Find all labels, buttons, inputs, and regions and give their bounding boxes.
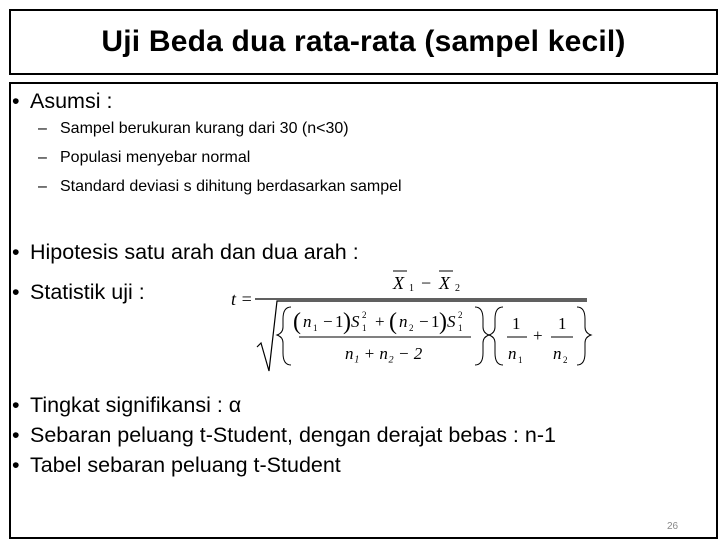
bullet-marker: •	[12, 453, 20, 477]
sub-item-text: Sampel berukuran kurang dari 30 (n<30)	[60, 120, 349, 137]
bullet-text: Sebaran peluang t-Student, dengan derajat bebas : n-1	[30, 423, 556, 447]
n1-subscript: 1	[313, 323, 318, 333]
sub-item	[38, 178, 402, 196]
x1-subscript: 1	[409, 283, 414, 294]
plus-1: +	[375, 312, 385, 331]
frac1-subscript: 1	[518, 355, 523, 365]
x2-subscript: 2	[455, 283, 460, 294]
minus-2: −	[419, 312, 429, 331]
bullet-hipotesis	[12, 240, 359, 265]
dash-marker: –	[38, 120, 47, 137]
s1-power: 2	[362, 310, 367, 320]
title-box	[9, 9, 718, 75]
sub-item	[38, 120, 349, 138]
right-brace-close	[577, 307, 591, 365]
frac1-numerator: 1	[512, 314, 521, 333]
bullet-text: Asumsi :	[30, 89, 113, 113]
frac2-subscript: 2	[563, 355, 568, 365]
x1-symbol: X	[393, 273, 404, 293]
slide-number: 26	[667, 521, 679, 532]
one-1: 1	[335, 312, 344, 331]
sub-item-text: Populasi menyebar normal	[60, 149, 251, 166]
bullet-text: Tingkat signifikansi : α	[30, 393, 242, 417]
n1-symbol: n	[303, 312, 312, 331]
n2-subscript: 2	[409, 323, 414, 333]
s1-symbol: S	[351, 312, 360, 331]
bullet-tingkat	[12, 393, 241, 418]
sub-item-text: Standard deviasi s dihitung berdasarkan sampel	[60, 178, 402, 195]
sub-item	[38, 149, 250, 167]
formula-lhs: t =	[231, 289, 253, 309]
minus-1: −	[323, 312, 333, 331]
left-brace-close	[475, 307, 489, 365]
paren-open-1: (	[293, 309, 301, 335]
bullet-asumsi	[12, 89, 112, 114]
s2-power: 2	[458, 310, 463, 320]
dash-marker: –	[38, 149, 47, 166]
paren-open-2: (	[389, 309, 397, 335]
paren-close-2: )	[439, 309, 447, 335]
frac2-numerator: 1	[558, 314, 567, 333]
frac1-n: n	[508, 344, 517, 363]
bullet-text: Tabel sebaran peluang t-Student	[30, 453, 341, 477]
s1-subscript: 1	[362, 323, 367, 333]
dash-marker: –	[38, 178, 47, 195]
t-statistic-formula	[225, 265, 595, 375]
bullet-statistik	[12, 280, 145, 305]
bullet-sebaran	[12, 423, 556, 448]
x2-symbol: X	[439, 273, 450, 293]
s2-symbol: S	[447, 312, 456, 331]
bullet-marker: •	[12, 89, 20, 113]
bullet-marker: •	[12, 280, 20, 304]
one-2: 1	[431, 312, 440, 331]
denominator-term: n₁ + n₂ − 2	[345, 344, 423, 363]
slide-title: Uji Beda dua rata-rata (sampel kecil)	[101, 25, 626, 58]
numerator-minus: −	[421, 273, 432, 293]
paren-close-1: )	[343, 309, 351, 335]
bullet-text: Hipotesis satu arah dan dua arah :	[30, 240, 359, 264]
s2-subscript: 1	[458, 323, 463, 333]
bullet-marker: •	[12, 423, 20, 447]
frac2-n: n	[553, 344, 562, 363]
n2-symbol: n	[399, 312, 408, 331]
left-brace-open	[277, 307, 291, 365]
bullet-marker: •	[12, 393, 20, 417]
plus-2: +	[533, 326, 543, 345]
bullet-tabel	[12, 453, 341, 478]
bullet-text: Statistik uji :	[30, 280, 145, 304]
right-brace-open	[489, 307, 503, 365]
bullet-marker: •	[12, 240, 20, 264]
formula-svg	[225, 265, 595, 375]
